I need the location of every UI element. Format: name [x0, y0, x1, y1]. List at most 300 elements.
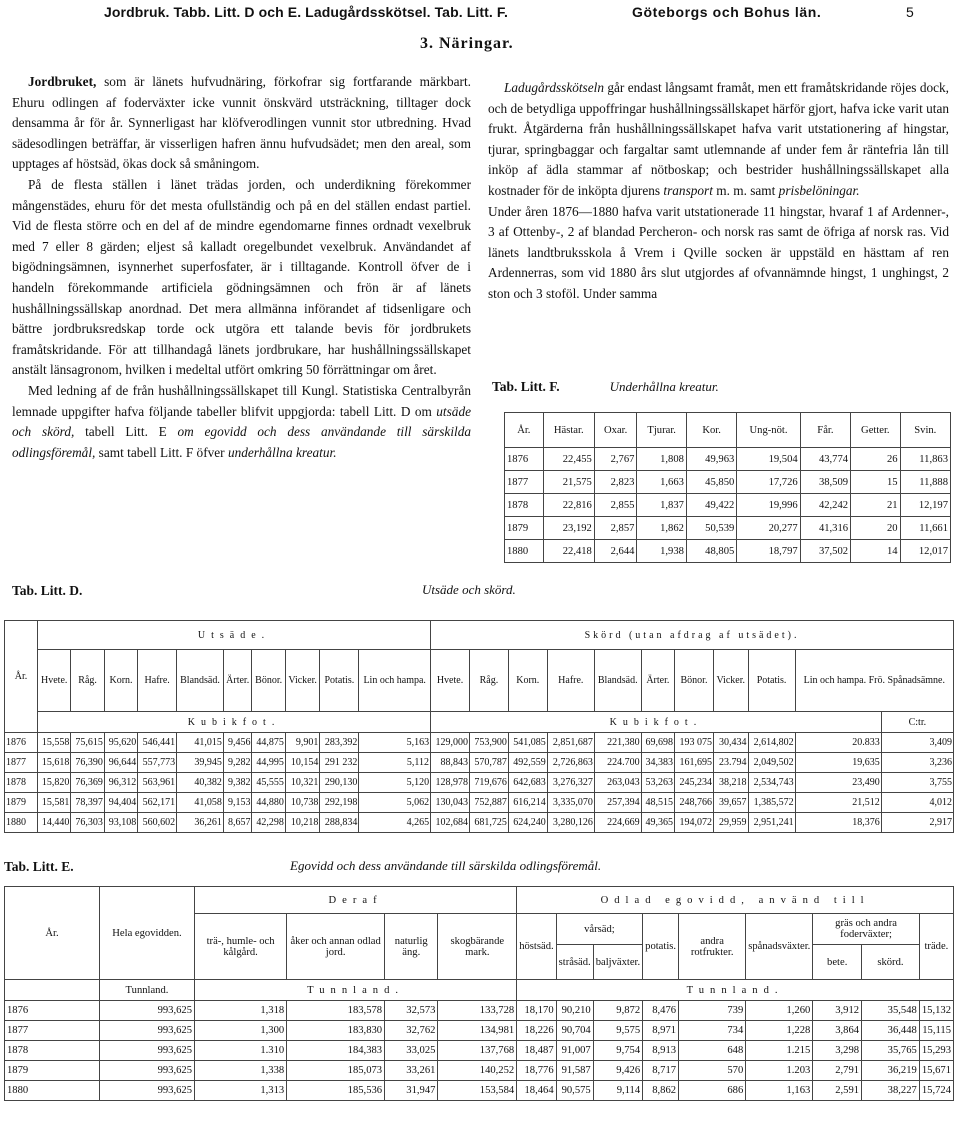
tabE-head-tra: trä-, humle- och kålgård. — [195, 914, 287, 980]
table-tabD — [4, 620, 954, 833]
table-cell: 41,015 — [177, 733, 224, 753]
table-cell: 21,575 — [543, 471, 594, 494]
table-cell: 129,000 — [431, 733, 470, 753]
table-cell: 39,945 — [177, 753, 224, 773]
table-cell: 1879 — [5, 1061, 100, 1081]
table-cell: 49,963 — [686, 448, 736, 471]
table-row — [5, 773, 954, 793]
table-cell: 193 075 — [675, 733, 714, 753]
table-cell: 993,625 — [100, 1001, 195, 1021]
tabD-header-utsade: Korn. — [104, 650, 137, 712]
table-cell: 1876 — [5, 1001, 100, 1021]
table-cell: 38,218 — [713, 773, 748, 793]
table-row — [5, 1001, 954, 1021]
table-cell: 2,857 — [594, 517, 637, 540]
table-cell: 2,855 — [594, 494, 637, 517]
tabD-group-skord: Skörd (utan afdrag af utsädet). — [431, 621, 954, 650]
table-cell: 642,683 — [508, 773, 547, 793]
table-cell: 5,120 — [359, 773, 431, 793]
paragraph-tabeller — [12, 381, 471, 463]
table-cell: 1,808 — [637, 448, 687, 471]
table-cell: 130,043 — [431, 793, 470, 813]
text-run-italic: prisbelöningar. — [778, 182, 860, 198]
table-cell: 35,548 — [862, 1001, 920, 1021]
table-cell: 91,587 — [556, 1061, 593, 1081]
text-run: m. m. samt — [712, 182, 779, 198]
tabF-header: Oxar. — [594, 413, 637, 448]
table-cell: 10,321 — [285, 773, 320, 793]
table-cell: 8,476 — [643, 1001, 679, 1021]
table-cell: 9,114 — [593, 1081, 642, 1101]
table-cell: 15,618 — [38, 753, 71, 773]
table-cell: 2,614,802 — [748, 733, 795, 753]
table-cell: 8,862 — [643, 1081, 679, 1101]
table-cell: 23,490 — [795, 773, 881, 793]
tabD-header-skord: Bönor. — [675, 650, 714, 712]
tabD-header-utsade: Råg. — [71, 650, 104, 712]
table-cell: 38,509 — [800, 471, 850, 494]
table-cell: 1,663 — [637, 471, 687, 494]
table-cell: 5,112 — [359, 753, 431, 773]
table-cell: 161,695 — [675, 753, 714, 773]
tabD-group-utsade: Utsäde. — [38, 621, 431, 650]
table-cell: 291 232 — [320, 753, 359, 773]
table-cell: 5,163 — [359, 733, 431, 753]
tabD-label: Tab. Litt. D. — [12, 583, 83, 598]
table-cell: 1877 — [5, 1021, 100, 1041]
header-left: Jordbruk. Tabb. Litt. D och E. Ladugårdsskötsel. Tab. Litt. F. — [104, 4, 508, 20]
tabD-header-utsade: Bönor. — [252, 650, 285, 712]
text-run-italic: underhållna kreatur. — [227, 444, 337, 460]
table-cell: 288,834 — [320, 813, 359, 833]
tabD-caption — [12, 582, 952, 600]
table-cell: 19,504 — [737, 448, 800, 471]
table-cell: 3,276,327 — [547, 773, 594, 793]
table-cell: 1877 — [505, 471, 544, 494]
tabE-title: Egovidd och dess användande till särskilda odlingsföremål. — [290, 858, 602, 873]
table-cell: 993,625 — [100, 1041, 195, 1061]
table-cell: 95,620 — [104, 733, 137, 753]
table-row — [5, 813, 954, 833]
table-cell: 3,755 — [881, 773, 953, 793]
table-cell: 9,382 — [223, 773, 252, 793]
tabE-head-hostsad: höstsäd. — [517, 914, 556, 980]
tabD-header-utsade: Vicker. — [285, 650, 320, 712]
table-cell: 42,242 — [800, 494, 850, 517]
table-cell: 248,766 — [675, 793, 714, 813]
table-cell: 102,684 — [431, 813, 470, 833]
text-run: går endast långsamt framåt, men ett framåtskridande röjes dock, och de betydliga uppoffringar hushållningssällskapet härför gjort, hafva icke varit utan frukt. Åtgärderna från hushållningssällskapet hafva varit utstationering af hingstar, tjurar, springbaggar och fargaltar samt utlemnande af under fem år räntefria lån till inköp af ädla stammar af nötboskap; och bestrider hushållningssällskapet alla kostnader för de inköpta djurens — [488, 80, 949, 198]
table-cell: 39,657 — [713, 793, 748, 813]
tabF-title: Underhållna kreatur. — [609, 379, 719, 394]
table-cell: 993,625 — [100, 1061, 195, 1081]
table-cell: 9,901 — [285, 733, 320, 753]
tabF-header: Kor. — [686, 413, 736, 448]
table-cell: 43,774 — [800, 448, 850, 471]
table-cell: 734 — [679, 1021, 746, 1041]
text-run: Med ledning af de från hushållningssällskapet till Kungl. Statistiska Centralbyrån lemnade uppgifter hafva följande tabeller blifvit uppgjorda: tabell Litt. D om — [12, 382, 471, 419]
table-cell: 11,661 — [900, 517, 950, 540]
tabD-header-lin-hampa: Lin och hampa. Frö. Spånadsämne. — [795, 650, 953, 712]
table-cell: 32,573 — [385, 1001, 438, 1021]
table-cell: 1,300 — [195, 1021, 287, 1041]
table-cell: 90,575 — [556, 1081, 593, 1101]
table-cell: 133,728 — [438, 1001, 517, 1021]
table-cell: 41,316 — [800, 517, 850, 540]
table-cell: 18,797 — [737, 540, 800, 563]
table-cell: 2,823 — [594, 471, 637, 494]
table-cell: 719,676 — [469, 773, 508, 793]
table-cell: 8,971 — [643, 1021, 679, 1041]
table-cell: 21 — [851, 494, 901, 517]
table-cell: 185,536 — [287, 1081, 385, 1101]
tabE-head-deraf: Deraf — [195, 887, 517, 914]
table-cell: 78,397 — [71, 793, 104, 813]
table-cell: 38,227 — [862, 1081, 920, 1101]
table-cell: 541,085 — [508, 733, 547, 753]
table-cell: 96,312 — [104, 773, 137, 793]
table-cell: 17,726 — [737, 471, 800, 494]
table-cell: 739 — [679, 1001, 746, 1021]
table-row — [5, 1021, 954, 1041]
table-cell: 1880 — [5, 1081, 100, 1101]
table-cell: 15,820 — [38, 773, 71, 793]
table-cell: 76,303 — [71, 813, 104, 833]
table-cell: 283,392 — [320, 733, 359, 753]
table-cell: 91,007 — [556, 1041, 593, 1061]
table-cell: 44,995 — [252, 753, 285, 773]
table-cell: 22,418 — [543, 540, 594, 563]
table-cell: 5,062 — [359, 793, 431, 813]
page-number: 5 — [906, 4, 914, 20]
table-cell: 15,581 — [38, 793, 71, 813]
table-cell: 94,404 — [104, 793, 137, 813]
table-cell: 18,226 — [517, 1021, 556, 1041]
table-cell: 2,049,502 — [748, 753, 795, 773]
table-cell: 1879 — [505, 517, 544, 540]
table-cell: 3,236 — [881, 753, 953, 773]
table-cell: 15,132 — [919, 1001, 953, 1021]
table-row — [5, 1041, 954, 1061]
paragraph-text: som är länets hufvudnäring, förkofrar sig fortfarande märkbart. Ehuru odlingen af foderväxter icke vunnit önskvärd utsträckning, tilltager dock densamma år för år. Synnerligast har klöfverodlingen vunnit stor utbredning. Hvad sädesodlingen beträffar, är visserligen hafren ännu hufvudsädet; men den areal, som upptages af höstsäd, ökas dock så småningom. — [12, 74, 471, 172]
table-cell: 18,776 — [517, 1061, 556, 1081]
tabE-head-skord: skörd. — [862, 945, 920, 980]
table-cell: 4,265 — [359, 813, 431, 833]
table-cell: 2,591 — [813, 1081, 862, 1101]
table-row — [505, 517, 951, 540]
table-cell: 1,163 — [746, 1081, 813, 1101]
section-title: 3. Näringar. — [420, 35, 514, 52]
table-cell: 8,913 — [643, 1041, 679, 1061]
table-cell: 3,280,126 — [547, 813, 594, 833]
table-cell: 15,115 — [919, 1021, 953, 1041]
table-cell: 44,880 — [252, 793, 285, 813]
table-cell: 245,234 — [675, 773, 714, 793]
table-cell: 9,456 — [223, 733, 252, 753]
table-cell: 36,219 — [862, 1061, 920, 1081]
table-row — [5, 753, 954, 773]
tabE-head-trade: träde. — [919, 914, 953, 980]
table-cell: 1878 — [5, 773, 38, 793]
table-row — [505, 448, 951, 471]
tabE-head-varsad: vårsäd; — [556, 914, 643, 945]
table-cell: 1877 — [5, 753, 38, 773]
table-cell: 33,261 — [385, 1061, 438, 1081]
table-row — [5, 733, 954, 753]
table-cell: 1.310 — [195, 1041, 287, 1061]
tabE-head-odlad: Odlad egovidd, använd till — [517, 887, 954, 914]
table-cell: 14 — [851, 540, 901, 563]
table-cell: 19,635 — [795, 753, 881, 773]
table-cell: 76,390 — [71, 753, 104, 773]
table-row — [505, 471, 951, 494]
table-cell: 686 — [679, 1081, 746, 1101]
table-cell: 23.794 — [713, 753, 748, 773]
tabE-head-hela: Hela egovidden. — [100, 887, 195, 980]
table-cell: 1,837 — [637, 494, 687, 517]
table-cell: 32,762 — [385, 1021, 438, 1041]
tabD-header-utsade: Hvete. — [38, 650, 71, 712]
table-cell: 2,726,863 — [547, 753, 594, 773]
table-cell: 292,198 — [320, 793, 359, 813]
tabD-header-skord: Råg. — [469, 650, 508, 712]
table-cell: 18,487 — [517, 1041, 556, 1061]
table-cell: 1880 — [505, 540, 544, 563]
tabE-label: Tab. Litt. E. — [4, 859, 74, 874]
tabE-unit-left: Tunnland. — [100, 980, 195, 1001]
table-cell: 45,555 — [252, 773, 285, 793]
table-cell: 2,851,687 — [547, 733, 594, 753]
table-cell: 15,558 — [38, 733, 71, 753]
table-cell: 1,318 — [195, 1001, 287, 1021]
table-cell: 2,951,241 — [748, 813, 795, 833]
tabD-header-skord: Vicker. — [713, 650, 748, 712]
table-cell: 36,448 — [862, 1021, 920, 1041]
table-row — [5, 1061, 954, 1081]
paragraph-tradning: På de flesta ställen i länet trädas jorden, och underdikning förekommer mångenstädes, ehuru för det mesta ofullständig och på en del ställen endast partiel. Vid de flesta större och en del af de mindre egendomarne finnes ordnadt vexelbruk med 7 eller 8 gärden; eljest så kalladt oregelbundet vexelbruk. Användandet af bigödningsämnen, isynnerhet superfosfater, är i tilltagande. Kontroll öfver de i handeln förekommande artificiela gödningsämnen och frön är af länets hushållningssällskap anordnad. Det mera allmänna införandet af tidsenligare och bättre jordbruksredskap torde ock utgöra ett talande bevis för jordbrukets framåtskridande. För att tillhandagå länets jordbrukare, har hushållningssällskapet anstält länsagronom, hvilken i medeltal utfört omkring 50 förrättningar om året. — [12, 176, 471, 378]
table-cell: 1,862 — [637, 517, 687, 540]
table-cell: 570 — [679, 1061, 746, 1081]
tabD-header-utsade: Lin och hampa. — [359, 650, 431, 712]
table-cell: 15,671 — [919, 1061, 953, 1081]
table-cell: 3,409 — [881, 733, 953, 753]
table-cell: 88,843 — [431, 753, 470, 773]
tabD-title: Utsäde och skörd. — [422, 582, 516, 597]
table-cell: 2,791 — [813, 1061, 862, 1081]
table-cell: 224,669 — [594, 813, 641, 833]
table-cell: 546,441 — [138, 733, 177, 753]
paragraph-jordbruket — [12, 72, 471, 175]
table-cell: 753,900 — [469, 733, 508, 753]
table-cell: 184,383 — [287, 1041, 385, 1061]
table-cell: 616,214 — [508, 793, 547, 813]
text-run-italic: transport — [663, 182, 713, 198]
tabD-header-skord: Hvete. — [431, 650, 470, 712]
table-row — [505, 494, 951, 517]
table-cell: 69,698 — [641, 733, 674, 753]
table-cell: 1878 — [505, 494, 544, 517]
table-cell: 681,725 — [469, 813, 508, 833]
table-cell: 2,534,743 — [748, 773, 795, 793]
table-cell: 257,394 — [594, 793, 641, 813]
table-cell: 263,043 — [594, 773, 641, 793]
table-cell: 19,996 — [737, 494, 800, 517]
table-cell: 3,298 — [813, 1041, 862, 1061]
table-row — [505, 540, 951, 563]
table-cell: 9,754 — [593, 1041, 642, 1061]
text-run: tabell Litt. E — [74, 424, 178, 440]
tabD-header-skord: Blandsäd. — [594, 650, 641, 712]
table-row — [5, 793, 954, 813]
table-cell: 1878 — [5, 1041, 100, 1061]
table-cell: 48,805 — [686, 540, 736, 563]
table-cell: 2,917 — [881, 813, 953, 833]
table-cell: 15 — [851, 471, 901, 494]
tabE-head-ang: naturlig äng. — [385, 914, 438, 980]
table-cell: 9,282 — [223, 753, 252, 773]
table-cell: 90,210 — [556, 1001, 593, 1021]
table-cell: 1,938 — [637, 540, 687, 563]
table-cell: 4,012 — [881, 793, 953, 813]
table-cell: 1,313 — [195, 1081, 287, 1101]
table-cell: 1879 — [5, 793, 38, 813]
tabD-year-head: År. — [5, 621, 38, 733]
tabE-head-skog: skogbärande mark. — [438, 914, 517, 980]
table-cell: 1,228 — [746, 1021, 813, 1041]
table-cell: 18,464 — [517, 1081, 556, 1101]
table-cell: 45,850 — [686, 471, 736, 494]
table-cell: 49,422 — [686, 494, 736, 517]
table-cell: 185,073 — [287, 1061, 385, 1081]
table-cell: 194,072 — [675, 813, 714, 833]
tabD-header-skord: Ärter. — [641, 650, 674, 712]
tabD-header-skord: Potatis. — [748, 650, 795, 712]
tabD-header-skord: Korn. — [508, 650, 547, 712]
tabF-header: Hästar. — [543, 413, 594, 448]
table-cell: 9,153 — [223, 793, 252, 813]
text-run: samt tabell Litt. F öfver — [95, 444, 228, 460]
table-cell: 752,887 — [469, 793, 508, 813]
tabE-head-strasad: stråsäd. — [556, 945, 593, 980]
table-cell: 10,738 — [285, 793, 320, 813]
table-cell: 12,017 — [900, 540, 950, 563]
text-run-italic: Ladugårdsskötseln — [504, 80, 604, 95]
table-cell: 48,515 — [641, 793, 674, 813]
table-cell: 93,108 — [104, 813, 137, 833]
tabE-head-potatis: potatis. — [643, 914, 679, 980]
table-cell: 570,787 — [469, 753, 508, 773]
table-cell: 3,864 — [813, 1021, 862, 1041]
table-cell: 53,263 — [641, 773, 674, 793]
table-cell: 557,773 — [138, 753, 177, 773]
tabE-head-rotfrukter: andra rotfrukter. — [679, 914, 746, 980]
tabE-head-gras: gräs och andra foderväxter; — [813, 914, 919, 945]
paragraph-hingstar: Under åren 1876—1880 hafva varit utstationerade 11 hingstar, hvaraf 1 af Ardenner-, 3 af Ottenby-, 2 af blandad Percheron- och norsk ras samt de öfriga af norsk ras. Vid länets landtbruksskola å Vrem i Qville socken är uppstäld en hästtam af ren Ardennerras, som vid 1880 års slut utgjordes af ofvannämnde hingst, 1 unghingst, 2 ston och 3 stoföl. Under samma — [488, 203, 949, 301]
table-cell: 9,575 — [593, 1021, 642, 1041]
table-cell: 15,724 — [919, 1081, 953, 1101]
table-cell: 1,385,572 — [748, 793, 795, 813]
tabF-header: Får. — [800, 413, 850, 448]
table-cell: 993,625 — [100, 1081, 195, 1101]
table-row — [5, 1081, 954, 1101]
tabE-head-bete: bete. — [813, 945, 862, 980]
tabD-unit-skord: Kubikfot. — [431, 712, 882, 733]
table-cell: 30,434 — [713, 733, 748, 753]
tabE-head-baljvaxter: baljväxter. — [593, 945, 642, 980]
table-cell: 563,961 — [138, 773, 177, 793]
table-cell: 1,338 — [195, 1061, 287, 1081]
table-cell: 14,440 — [38, 813, 71, 833]
tabF-header: År. — [505, 413, 544, 448]
tabE-head-spanad: spånadsväxter. — [746, 914, 813, 980]
table-cell: 140,252 — [438, 1061, 517, 1081]
table-cell: 183,578 — [287, 1001, 385, 1021]
tabD-header-utsade: Blandsäd. — [177, 650, 224, 712]
table-cell: 40,382 — [177, 773, 224, 793]
table-cell: 20 — [851, 517, 901, 540]
table-cell: 75,615 — [71, 733, 104, 753]
left-column — [12, 72, 471, 463]
table-cell: 10,154 — [285, 753, 320, 773]
table-cell: 96,644 — [104, 753, 137, 773]
table-cell: 8,657 — [223, 813, 252, 833]
table-cell: 11,888 — [900, 471, 950, 494]
tabF-caption — [492, 378, 952, 396]
table-cell: 35,765 — [862, 1041, 920, 1061]
table-cell: 37,502 — [800, 540, 850, 563]
table-cell: 1.215 — [746, 1041, 813, 1061]
table-cell: 153,584 — [438, 1081, 517, 1101]
table-cell: 50,539 — [686, 517, 736, 540]
table-cell: 183,830 — [287, 1021, 385, 1041]
tabE-head-year: År. — [5, 887, 100, 980]
table-cell: 624,240 — [508, 813, 547, 833]
table-cell: 560,602 — [138, 813, 177, 833]
table-cell: 648 — [679, 1041, 746, 1061]
tabF-header: Tjurar. — [637, 413, 687, 448]
tabF-header: Svin. — [900, 413, 950, 448]
table-cell: 3,335,070 — [547, 793, 594, 813]
table-cell: 31,947 — [385, 1081, 438, 1101]
table-cell: 36,261 — [177, 813, 224, 833]
right-column — [488, 78, 949, 305]
table-cell: 1.203 — [746, 1061, 813, 1081]
table-cell: 3,912 — [813, 1001, 862, 1021]
paragraph-ladugard — [488, 78, 949, 202]
tabE-unit-deraf: Tunnland. — [195, 980, 517, 1001]
tabF-header: Getter. — [851, 413, 901, 448]
tabF-label: Tab. Litt. F. — [492, 379, 560, 394]
tabE-caption — [4, 858, 944, 876]
tabF-header: Ung-nöt. — [737, 413, 800, 448]
table-cell: 33,025 — [385, 1041, 438, 1061]
table-cell: 22,455 — [543, 448, 594, 471]
table-cell: 41,058 — [177, 793, 224, 813]
table-cell: 12,197 — [900, 494, 950, 517]
table-cell: 15,293 — [919, 1041, 953, 1061]
table-cell: 993,625 — [100, 1021, 195, 1041]
table-tabF — [504, 412, 951, 563]
table-cell: 42,298 — [252, 813, 285, 833]
tabD-unit-utsade: Kubikfot. — [38, 712, 431, 733]
table-cell: 34,383 — [641, 753, 674, 773]
table-cell: 128,978 — [431, 773, 470, 793]
table-cell: 20.833 — [795, 733, 881, 753]
text-run-italic: om egovidd och dess användande till särskilda odlingsföremål, — [12, 424, 472, 460]
table-cell: 492,559 — [508, 753, 547, 773]
table-cell: 29,959 — [713, 813, 748, 833]
tabD-header-utsade: Potatis. — [320, 650, 359, 712]
